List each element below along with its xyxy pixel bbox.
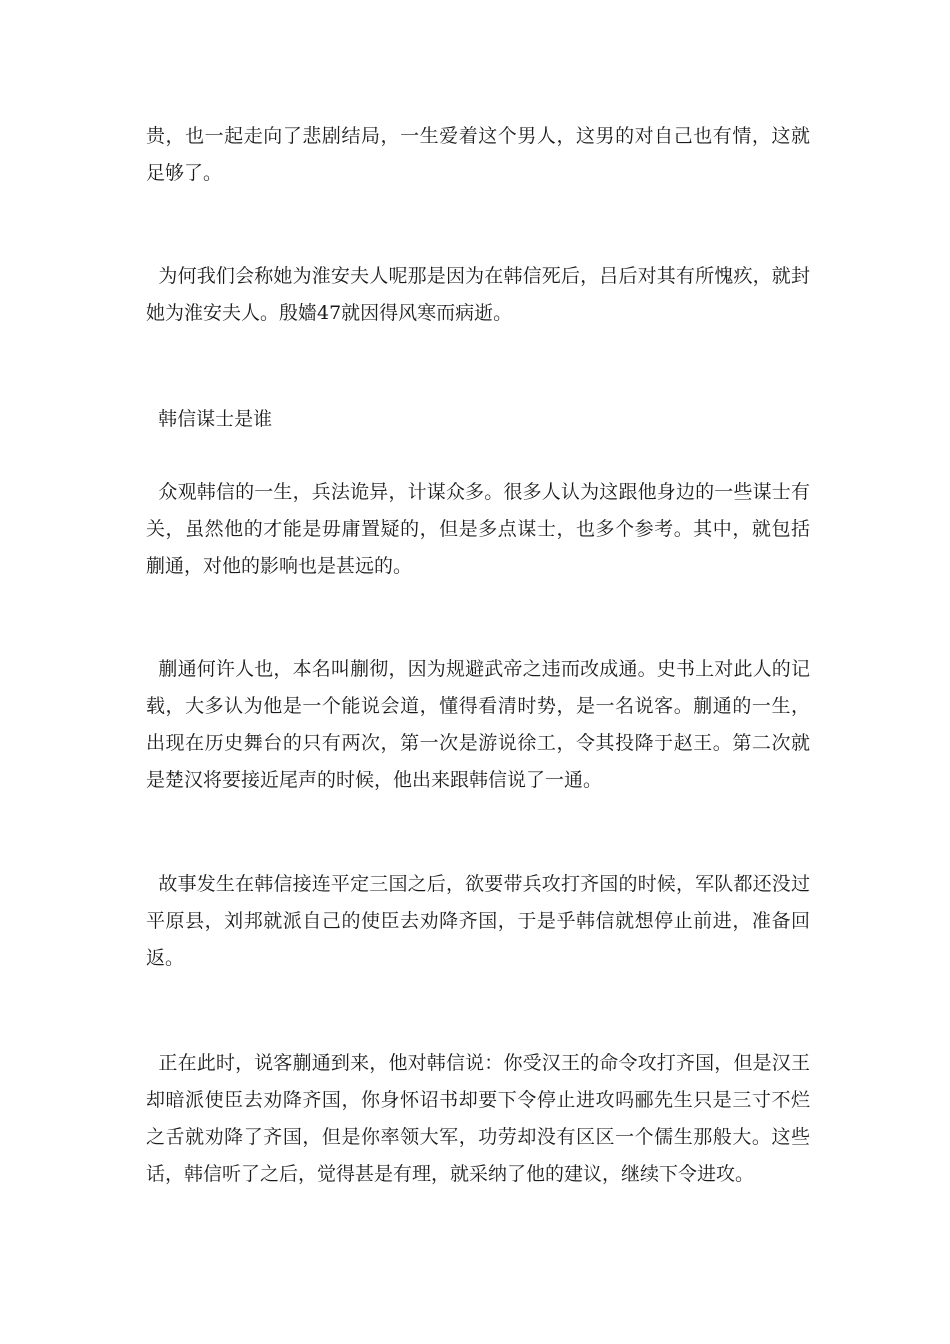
paragraph-3: 众观韩信的一生，兵法诡异，计谋众多。很多人认为这跟他身边的一些谋士有关，虽然他的才能是毋庸置疑的，但是多点谋士，也多个参考。其中，就包括蒯通，对他的影响也是甚远的。	[146, 481, 810, 577]
paragraph-2: 为何我们会称她为淮安夫人呢那是因为在韩信死后，吕后对其有所愧疚，就封她为淮安夫人。殷嬙47就因得风寒而病逝。	[146, 265, 810, 324]
paragraph-1: 贵，也一起走向了悲剧结局，一生爱着这个男人，这男的对自己也有情，这就足够了。	[146, 125, 810, 184]
section-heading: 韩信谋士是谁	[146, 408, 273, 430]
paragraph-5: 故事发生在韩信接连平定三国之后，欲要带兵攻打齐国的时候，军队都还没过平原县，刘邦就派自己的使臣去劝降齐国，于是乎韩信就想停止前进，准备回返。	[146, 873, 810, 969]
paragraph-6: 正在此时，说客蒯通到来，他对韩信说：你受汉王的命令攻打齐国，但是汉王却暗派使臣去劝降齐国，你身怀诏书却要下令停止进攻吗郦先生只是三寸不烂之舌就劝降了齐国，但是你率领大军，功劳却没有区区一个儒生那般大。这些话，韩信听了之后，觉得甚是有理，就采纳了他的建议，继续下令进攻。	[146, 1052, 810, 1185]
paragraph-4: 蒯通何许人也，本名叫蒯彻，因为规避武帝之违而改成通。史书上对此人的记载，大多认为他是一个能说会道，懂得看清时势，是一名说客。蒯通的一生，出现在历史舞台的只有两次，第一次是游说徐工，令其投降于赵王。第二次就是楚汉将要接近尾声的时候，他出来跟韩信说了一通。	[146, 658, 810, 791]
